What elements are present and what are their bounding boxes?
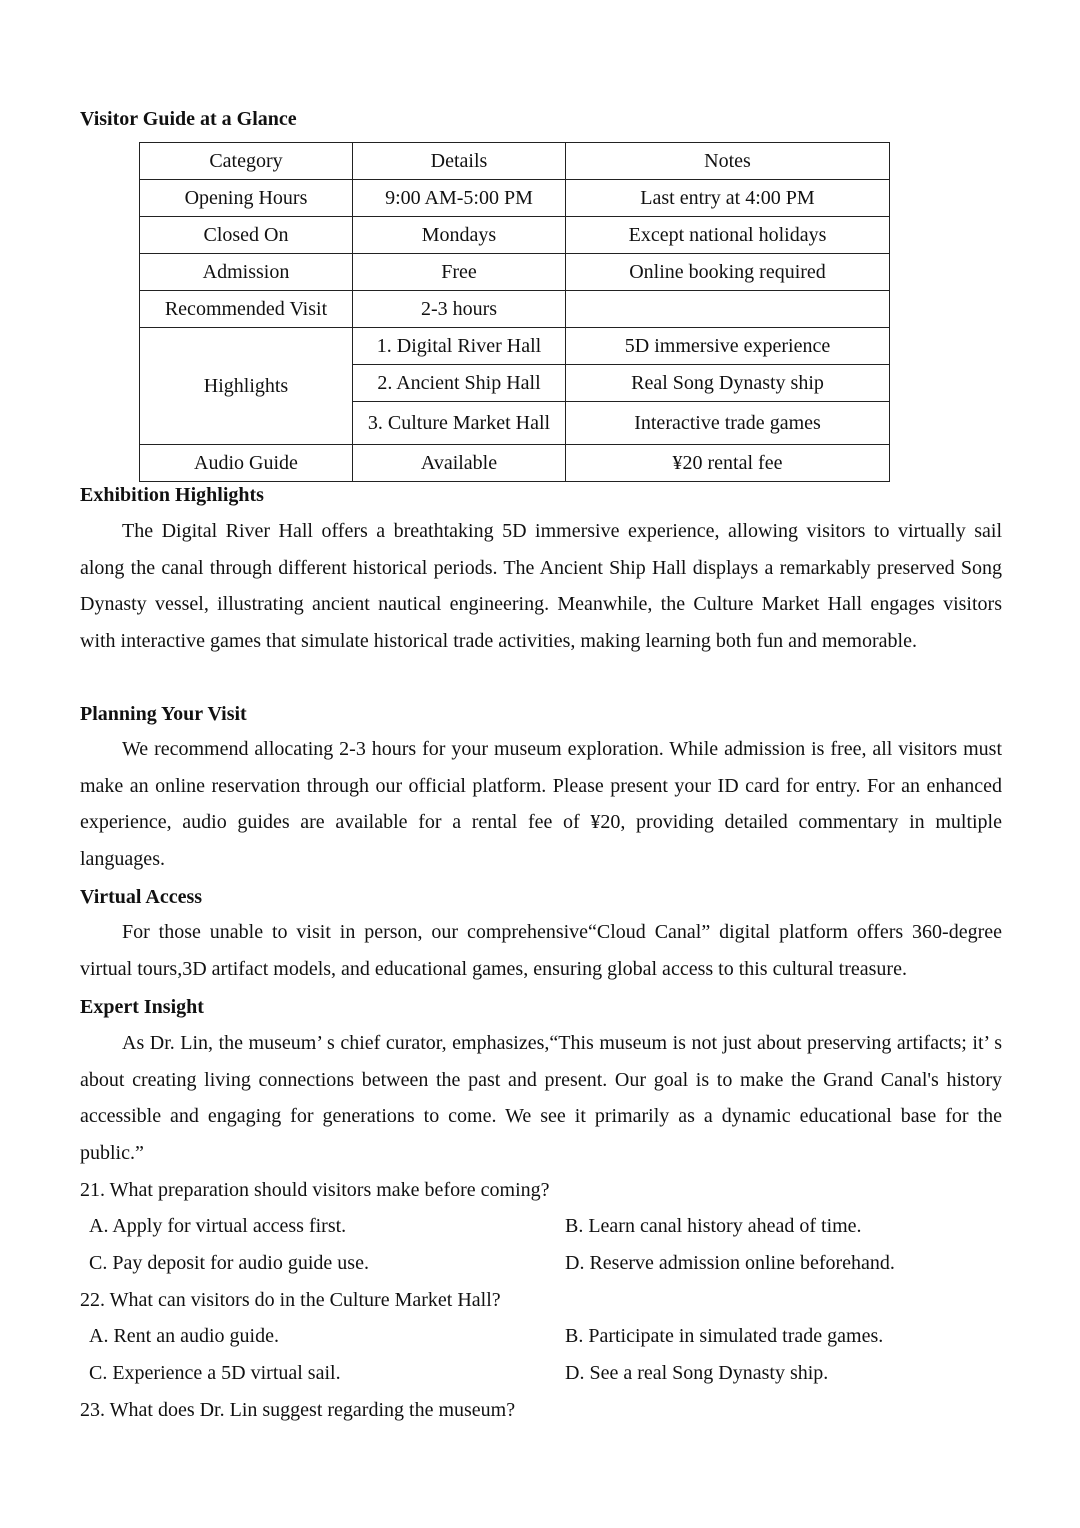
table-row <box>140 217 890 254</box>
q22-option-c: C. Experience a 5D virtual sail. <box>89 1362 341 1384</box>
cell-category: Opening Hours <box>140 180 353 217</box>
cell-details: Available <box>353 445 566 482</box>
q22-option-d: D. See a real Song Dynasty ship. <box>565 1362 829 1384</box>
exhibition-heading: Exhibition Highlights <box>80 484 264 506</box>
table-row <box>140 328 890 365</box>
header-category: Category <box>140 143 353 180</box>
q21-option-b: B. Learn canal history ahead of time. <box>565 1215 862 1237</box>
cell-category: Closed On <box>140 217 353 254</box>
cell-details: 2-3 hours <box>353 291 566 328</box>
planning-heading: Planning Your Visit <box>80 703 247 725</box>
cell-category: Admission <box>140 254 353 291</box>
cell-notes: Real Song Dynasty ship <box>566 365 890 402</box>
cell-notes: Interactive trade games <box>566 402 890 445</box>
q21-option-d: D. Reserve admission online beforehand. <box>565 1252 895 1274</box>
q21-option-a: A. Apply for virtual access first. <box>89 1215 347 1237</box>
virtual-paragraph: For those unable to visit in person, our comprehensive“Cloud Canal” digital platform offers 360-degree virtual tours,3D artifact models, and educational games, ensuring global access to this cultural treasure. <box>80 921 1002 980</box>
header-details: Details <box>353 143 566 180</box>
q21-option-c: C. Pay deposit for audio guide use. <box>89 1252 369 1274</box>
cell-details: 9:00 AM-5:00 PM <box>353 180 566 217</box>
cell-notes <box>566 291 890 328</box>
cell-notes: ¥20 rental fee <box>566 445 890 482</box>
cell-details: 3. Culture Market Hall <box>353 402 566 445</box>
table-row <box>140 180 890 217</box>
cell-notes: Online booking required <box>566 254 890 291</box>
cell-notes: Last entry at 4:00 PM <box>566 180 890 217</box>
cell-category: Audio Guide <box>140 445 353 482</box>
table-row <box>140 445 890 482</box>
cell-details: 2. Ancient Ship Hall <box>353 365 566 402</box>
table-header-row <box>140 143 890 180</box>
cell-category: Recommended Visit <box>140 291 353 328</box>
cell-details: 1. Digital River Hall <box>353 328 566 365</box>
exhibition-paragraph: The Digital River Hall offers a breathtaking 5D immersive experience, allowing visitors to virtually sail along the canal through different historical periods. The Ancient Ship Hall displays a remarkably preserved Song Dynasty vessel, illustrating ancient nautical engineering. Meanwhile, the Culture Market Hall engages visitors with interactive games that simulate historical trade activities, making learning both fun and memorable. <box>80 520 1002 652</box>
cell-notes: Except national holidays <box>566 217 890 254</box>
question-22: 22. What can visitors do in the Culture Market Hall? <box>80 1289 501 1311</box>
table-row <box>140 291 890 328</box>
guide-title: Visitor Guide at a Glance <box>80 108 297 130</box>
cell-details: Free <box>353 254 566 291</box>
visitor-guide-table <box>139 142 890 482</box>
planning-paragraph: We recommend allocating 2-3 hours for your museum exploration. While admission is free, all visitors must make an online reservation through our official platform. Please present your ID card for entry. For an enhanced experience, audio guides are available for a rental fee of ¥20, providing detailed commentary in multiple languages. <box>80 738 1002 870</box>
virtual-heading: Virtual Access <box>80 886 203 908</box>
cell-highlights-label: Highlights <box>140 328 353 445</box>
expert-paragraph: As Dr. Lin, the museum’ s chief curator, emphasizes,“This museum is not just about preserving artifacts; it’ s about creating living connections between the past and present. Our goal is to make the Grand Canal's history accessible and engaging for generations to come. We see it primarily as a dynamic educational base for the public.” <box>80 1032 1002 1164</box>
q22-option-b: B. Participate in simulated trade games. <box>565 1325 884 1347</box>
question-21: 21. What preparation should visitors make before coming? <box>80 1179 550 1201</box>
q22-option-a: A. Rent an audio guide. <box>89 1325 279 1347</box>
table-row <box>140 254 890 291</box>
expert-heading: Expert Insight <box>80 996 204 1018</box>
cell-details: Mondays <box>353 217 566 254</box>
header-notes: Notes <box>566 143 890 180</box>
cell-notes: 5D immersive experience <box>566 328 890 365</box>
question-23: 23. What does Dr. Lin suggest regarding the museum? <box>80 1399 516 1421</box>
